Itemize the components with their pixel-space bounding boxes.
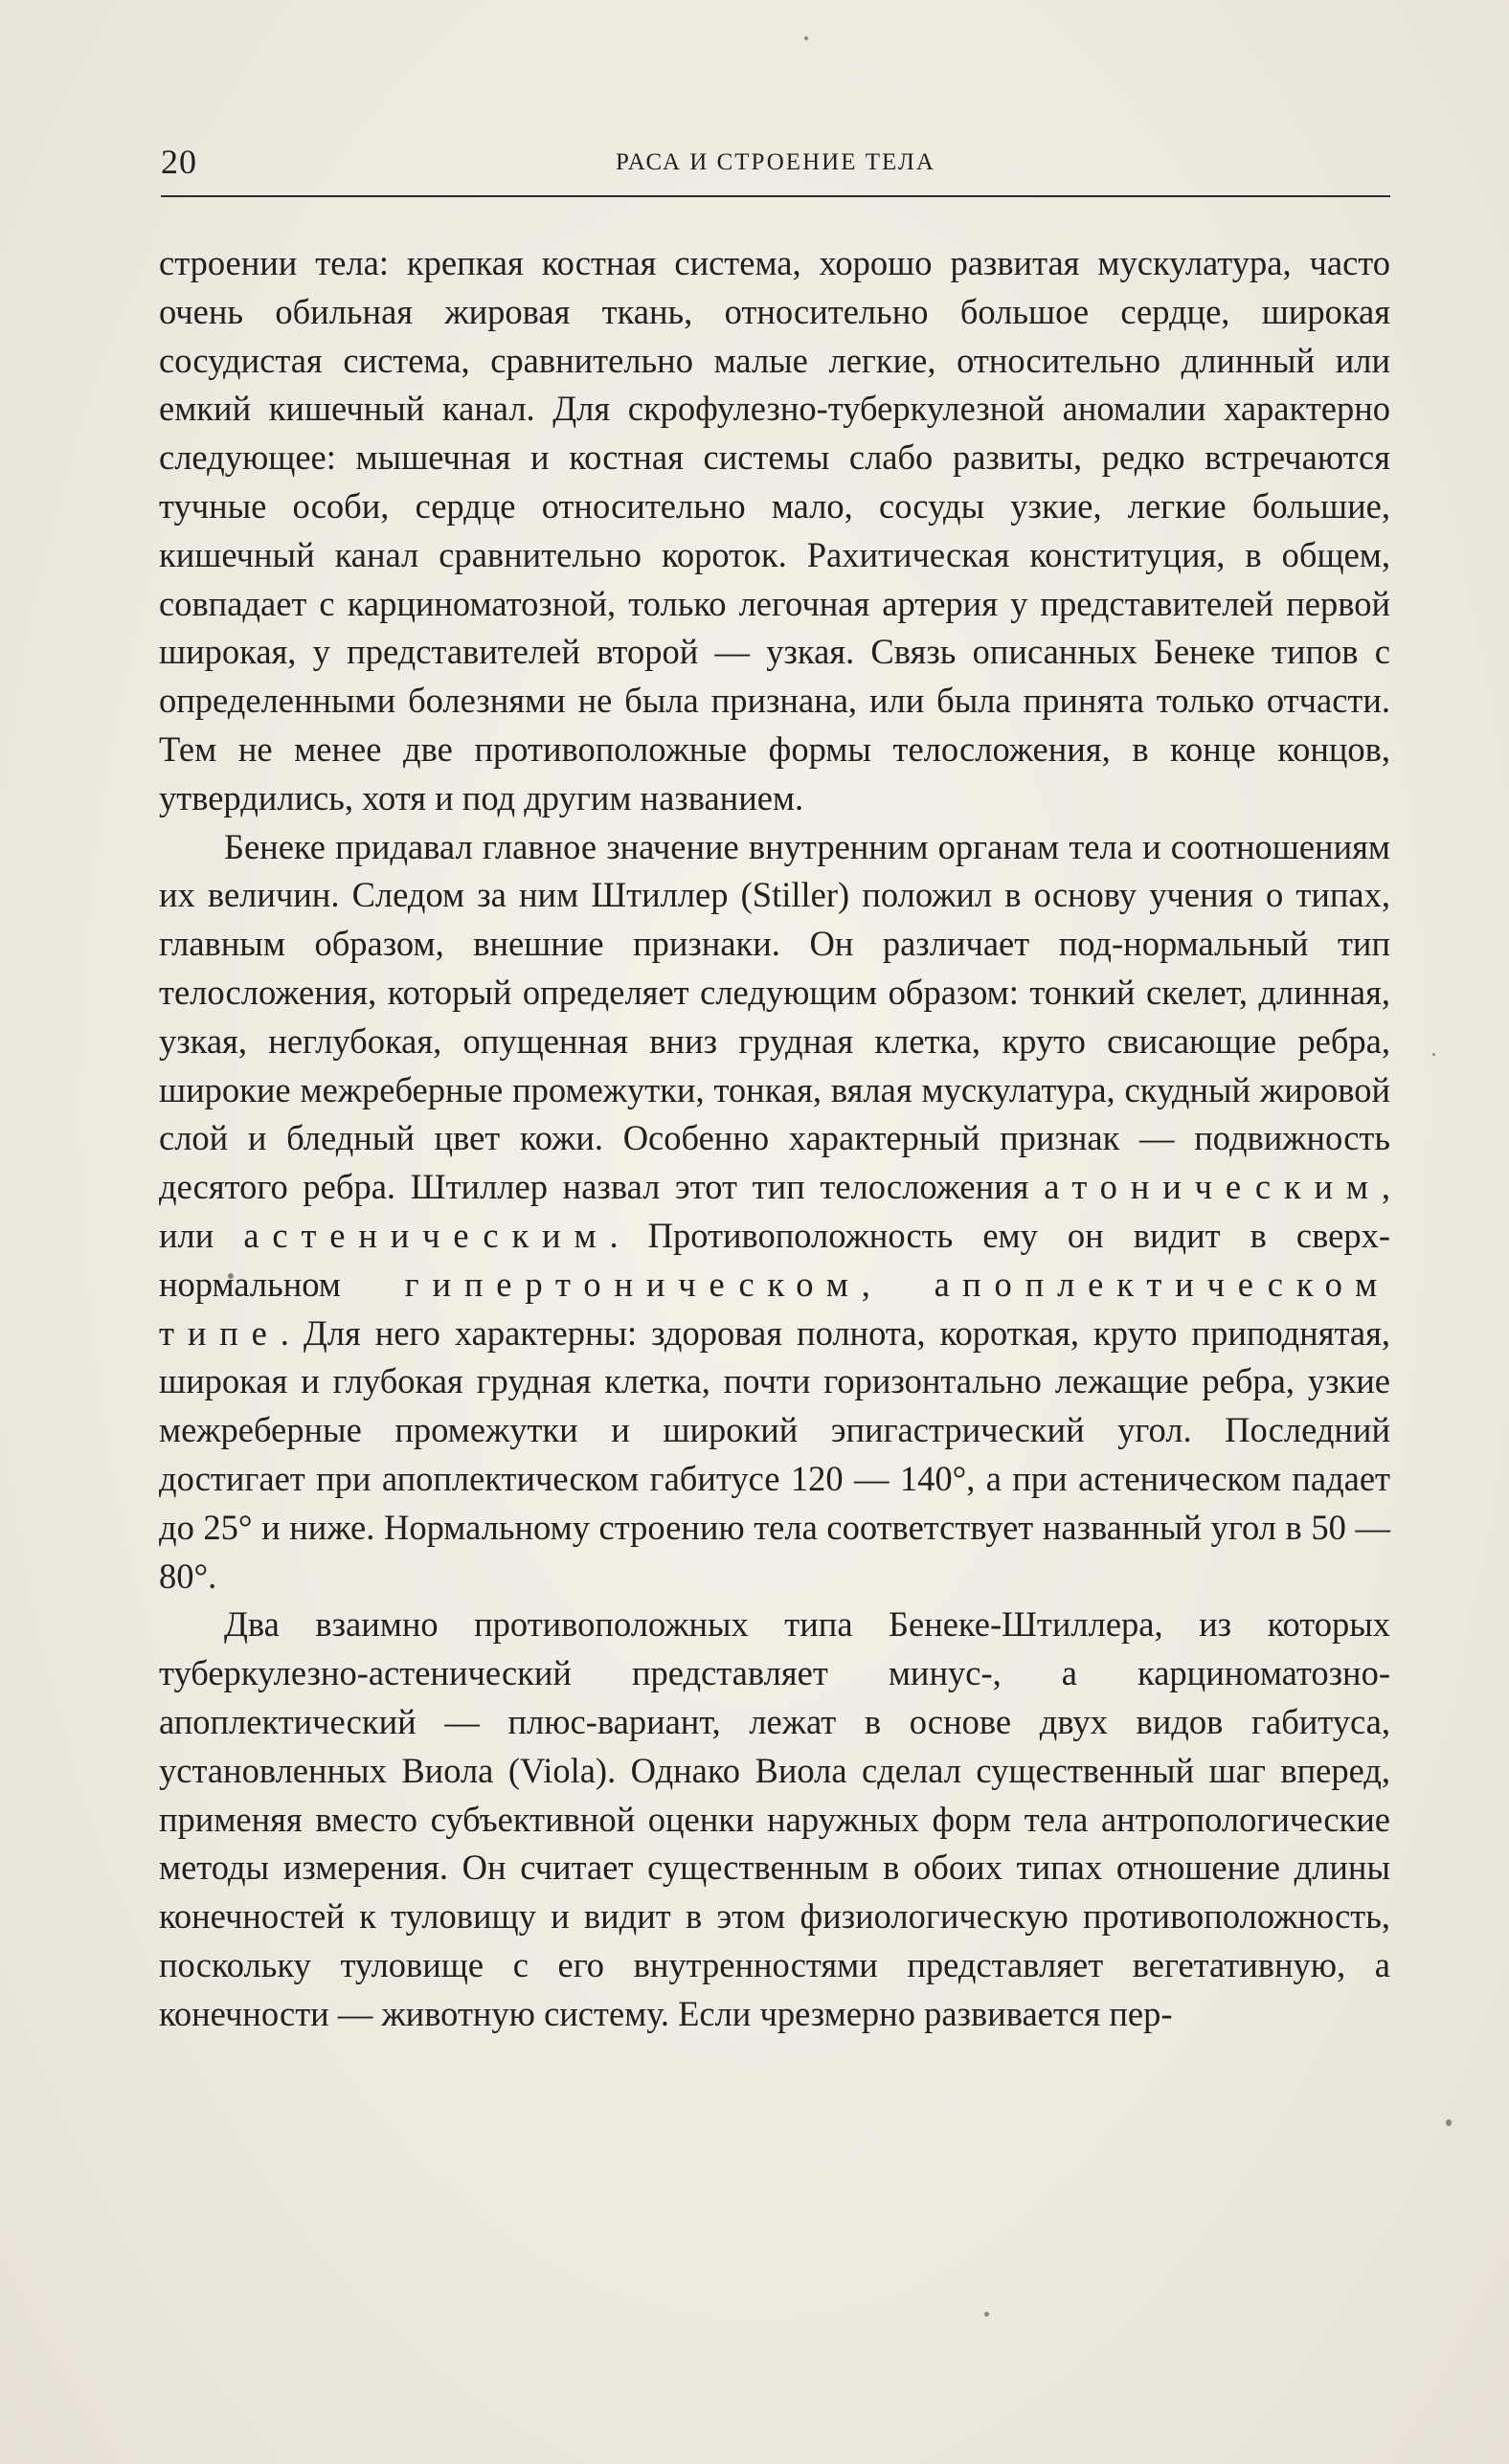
page-number: 20 bbox=[161, 143, 197, 181]
text-run: строении тела: крепкая костная система, хорошо развитая мускулатура, часто очень обильная жировая ткань, относительно большое сердце, широкая сосудистая система, сравнительно малые легкие, относительно длинный или емкий кишечный канал. Для скрофулезно-туберкулезной аномалии характерно следующее: мышечная и костная системы слабо развиты, редко встречаются тучные особи, сердце относительно мало, сосуды узкие, легкие большие, кишечный канал сравнительно короток. Рахитическая конституция, в общем, совпадает с карциноматозной, только легочная артерия у представителей первой широкая, у представителей второй — узкая. Связь описанных Бенеке типов с определенными болезнями не была признана, или была принята только отчасти. Тем не менее две противоположные формы телосложения, в конце концов, утвердились, хотя и под другим названием. bbox=[159, 243, 1390, 818]
paper-speck bbox=[1432, 1053, 1435, 1056]
spaced-term-atonic: атоническим bbox=[1044, 1167, 1382, 1207]
text-run: Бенеке придавал главное значение внутренним органам тела и соотношениям их величин. Следом за ним Штиллер (Stiller) положил в основу учения о типах, главным образом, внешние признаки. Он различает под-нормальный тип телосложения, который определяет следующим образом: тонкий скелет, длинная, узкая, неглубокая, опущенная вниз грудная клетка, круто свисающие ребра, широкие межреберные промежутки, тонкая, вялая мускулатура, скудный жировой слой и бледный цвет кожи. Особенно характерный признак — подвижность десятого ребра. Штиллер назвал этот тип телосложения bbox=[159, 826, 1390, 1207]
text-run: Два взаимно противоположных типа Бенеке-Штиллера, из которых туберкулезно-астенический представляет минус-, а карциноматозно-апоплектический — плюс-вариант, лежат в основе двух видов габитуса, установленных Виола (Viola). Однако Виола сделал существенный шаг вперед, применяя вместо субъективной оценки наружных форм тела антропологические методы измерения. Он считает существенным в обоих типах отношение длины конечностей к туловищу и видит в этом физиологическую противоположность, поскольку туловище с его внутренностями представляет вегетативную, а конечности — животную систему. Если чрезмерно развивается пер- bbox=[159, 1604, 1390, 2033]
text-run: . Для него характерны: здоровая полнота, короткая, круто приподнятая, широкая и глубокая грудная клетка, почти горизонтально лежащие ребра, узкие межреберные промежутки и широкий эпигастрический угол. Последний достигает при апоплектическом габитусе 120 — 140°, а при астеническом падает до 25° и ниже. Нормальному строению тела соответствует названный угол в 50 — 80°. bbox=[159, 1312, 1390, 1596]
paper-speck bbox=[1446, 2119, 1452, 2126]
paragraph bbox=[159, 1601, 1390, 2038]
text-run: . Противоположность ему он видит в сверх-нормальном bbox=[159, 1215, 1390, 1304]
running-header bbox=[161, 134, 1390, 197]
paragraph bbox=[159, 239, 1390, 823]
spaced-term-asthenic: астеническим bbox=[243, 1215, 610, 1255]
spaced-term-hypertonic: гипертоническом bbox=[404, 1264, 862, 1304]
running-title: РАСА И СТРОЕНИЕ ТЕЛА bbox=[616, 149, 935, 175]
body-text bbox=[159, 239, 1390, 2038]
paper-speck bbox=[804, 36, 808, 40]
text-run: , bbox=[861, 1264, 935, 1304]
text-run: , или bbox=[159, 1167, 1390, 1255]
paper-speck bbox=[984, 2312, 989, 2317]
paragraph bbox=[159, 823, 1390, 1602]
spaced-term-apoplectic: апоплектическом типе bbox=[159, 1264, 1390, 1353]
